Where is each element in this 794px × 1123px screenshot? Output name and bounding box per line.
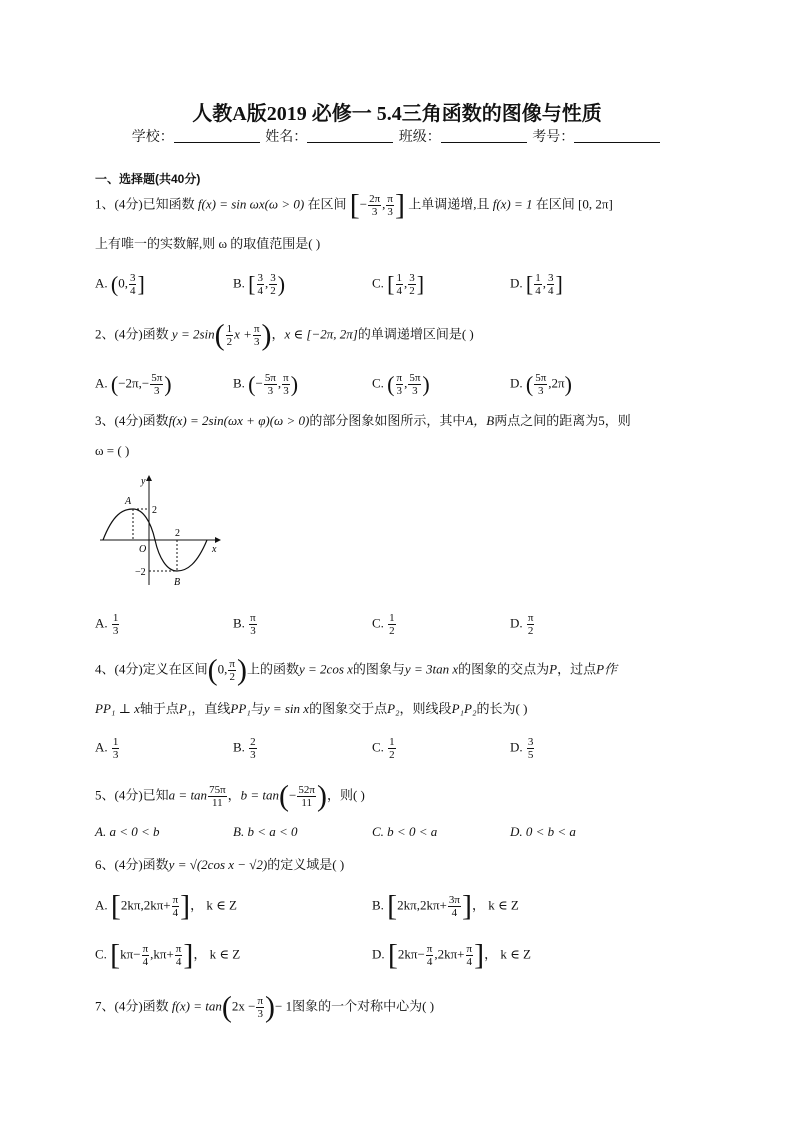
svg-text:O: O	[139, 544, 147, 555]
q3-option-a[interactable]: A. $\frac{1}{3}$	[95, 612, 119, 637]
class-label: 班级：	[398, 130, 441, 145]
q5-option-d[interactable]: D. 0 < b < a	[510, 824, 576, 839]
q1-option-b[interactable]: B. [ $\frac{3}{4}$ , $\frac{3}{2}$ )	[233, 271, 286, 297]
svg-text:−2: −2	[135, 567, 146, 578]
name-label: 姓名：	[265, 130, 308, 145]
school-blank[interactable]	[174, 129, 260, 143]
q3-option-b[interactable]: B. $\frac{\pi}{3}$	[233, 612, 256, 637]
svg-text:2: 2	[175, 528, 180, 539]
svg-text:B: B	[174, 577, 181, 588]
section-heading: 一、选择题(共40分)	[95, 172, 201, 186]
question-3-line-2: ω = ( )	[95, 443, 130, 458]
q4-option-b[interactable]: B. $\frac{2}{3}$	[233, 736, 256, 761]
q5-option-c[interactable]: C. b < 0 < a	[372, 824, 438, 839]
q2-option-b[interactable]: B. (− $\frac{5\pi}{3}$ , $\frac{\pi}{3}$ )	[233, 371, 299, 397]
name-blank[interactable]	[307, 129, 393, 143]
question-7: 7、(4分)函数 f(x) = tan(2x − $\frac{\pi}{3}$ )− 1图象的一个对称中心为( )	[95, 990, 435, 1024]
exam-no-label: 考号：	[532, 130, 575, 145]
q1-option-a[interactable]: A. (0, $\frac{3}{4}$ ]	[95, 271, 145, 297]
q3-option-c[interactable]: C. $\frac{1}{2}$	[372, 612, 395, 637]
q2-option-c[interactable]: C. ( $\frac{\pi}{3}$ , $\frac{5\pi}{3}$ )	[372, 371, 430, 397]
question-6: 6、(4分)函数y = √(2cos x − √2)的定义域是( )	[95, 857, 345, 872]
q4-option-c[interactable]: C. $\frac{1}{2}$	[372, 736, 395, 761]
q3-option-d[interactable]: D. $\frac{\pi}{2}$	[510, 612, 534, 637]
page-title: 人教A版2019 必修一 5.4三角函数的图像与性质	[192, 103, 602, 125]
svg-text:x: x	[212, 544, 217, 555]
q5-option-b[interactable]: B. b < a < 0	[233, 824, 298, 839]
q6-option-c[interactable]: C. [kπ− $\frac{\pi}{4}$ ,kπ+ $\frac{\pi}{4}$ ]， k ∈ Z	[95, 938, 241, 972]
q1-option-c[interactable]: C. [ $\frac{1}{4}$ , $\frac{3}{2}$ ]	[372, 271, 425, 297]
question-1: 1、(4分)已知函数 f(x) = sin ωx(ω > 0) 在区间 [− $\frac{2\pi}{3}$ , $\frac{\pi}{3}$ ] 上单调递增,且 f(x) = 1 在区间 [0, 2π]	[95, 188, 613, 222]
svg-text:2: 2	[152, 505, 157, 516]
q2-option-a[interactable]: A. (−2π,− $\frac{5\pi}{3}$ )	[95, 371, 172, 397]
q1-option-d[interactable]: D. [ $\frac{1}{4}$ , $\frac{3}{4}$ ]	[510, 271, 563, 297]
svg-text:y: y	[141, 476, 146, 487]
q4-option-d[interactable]: D. $\frac{3}{5}$	[510, 736, 534, 761]
question-2: 2、(4分)函数 y = 2sin( $\frac{1}{2}$ x + $\frac{\pi}{3}$ )，x ∈ [−2π, 2π]的单调递增区间是( )	[95, 318, 474, 352]
q6-option-a[interactable]: A. [2kπ,2kπ+ $\frac{\pi}{4}$ ]， k ∈ Z	[95, 889, 237, 923]
question-1-line-2: 上有唯一的实数解,则 ω 的取值范围是( )	[95, 236, 321, 251]
q6-option-b[interactable]: B. [2kπ,2kπ+ $\frac{3\pi}{4}$ ]， k ∈ Z	[372, 889, 519, 923]
question-3: 3、(4分)函数f(x) = 2sin(ωx + φ)(ω > 0)的部分图象如图所示，其中A，B两点之间的距离为5，则	[95, 413, 631, 428]
class-blank[interactable]	[441, 129, 527, 143]
q5-option-a[interactable]: A. a < 0 < b	[95, 824, 160, 839]
q6-option-d[interactable]: D. [2kπ− $\frac{\pi}{4}$ ,2kπ+ $\frac{\pi}{4}$ ]， k ∈ Z	[372, 938, 531, 972]
exam-no-blank[interactable]	[574, 129, 660, 143]
sine-graph	[95, 470, 225, 590]
q4-option-a[interactable]: A. $\frac{1}{3}$	[95, 736, 119, 761]
question-5: 5、(4分)已知a = tan $\frac{75\pi}{11}$ ，b = tan(− $\frac{52\pi}{11}$ )，则( )	[95, 779, 365, 813]
question-4: 4、(4分)定义在区间(0, $\frac{\pi}{2}$ )上的函数y = 2cos x的图象与y = 3tan x的图象的交点为P，过点P作	[95, 653, 618, 687]
student-info-line	[0, 126, 794, 146]
svg-text:A: A	[125, 496, 132, 507]
question-4-line-2: PP₁ ⊥ x轴于点P₁，直线PP₁与y = sin x的图象交于点P₂，则线段P₁P₂的长为( )	[95, 701, 528, 716]
q2-option-d[interactable]: D. ( $\frac{5\pi}{3}$ ,2π)	[510, 371, 572, 397]
school-label: 学校：	[131, 130, 174, 145]
